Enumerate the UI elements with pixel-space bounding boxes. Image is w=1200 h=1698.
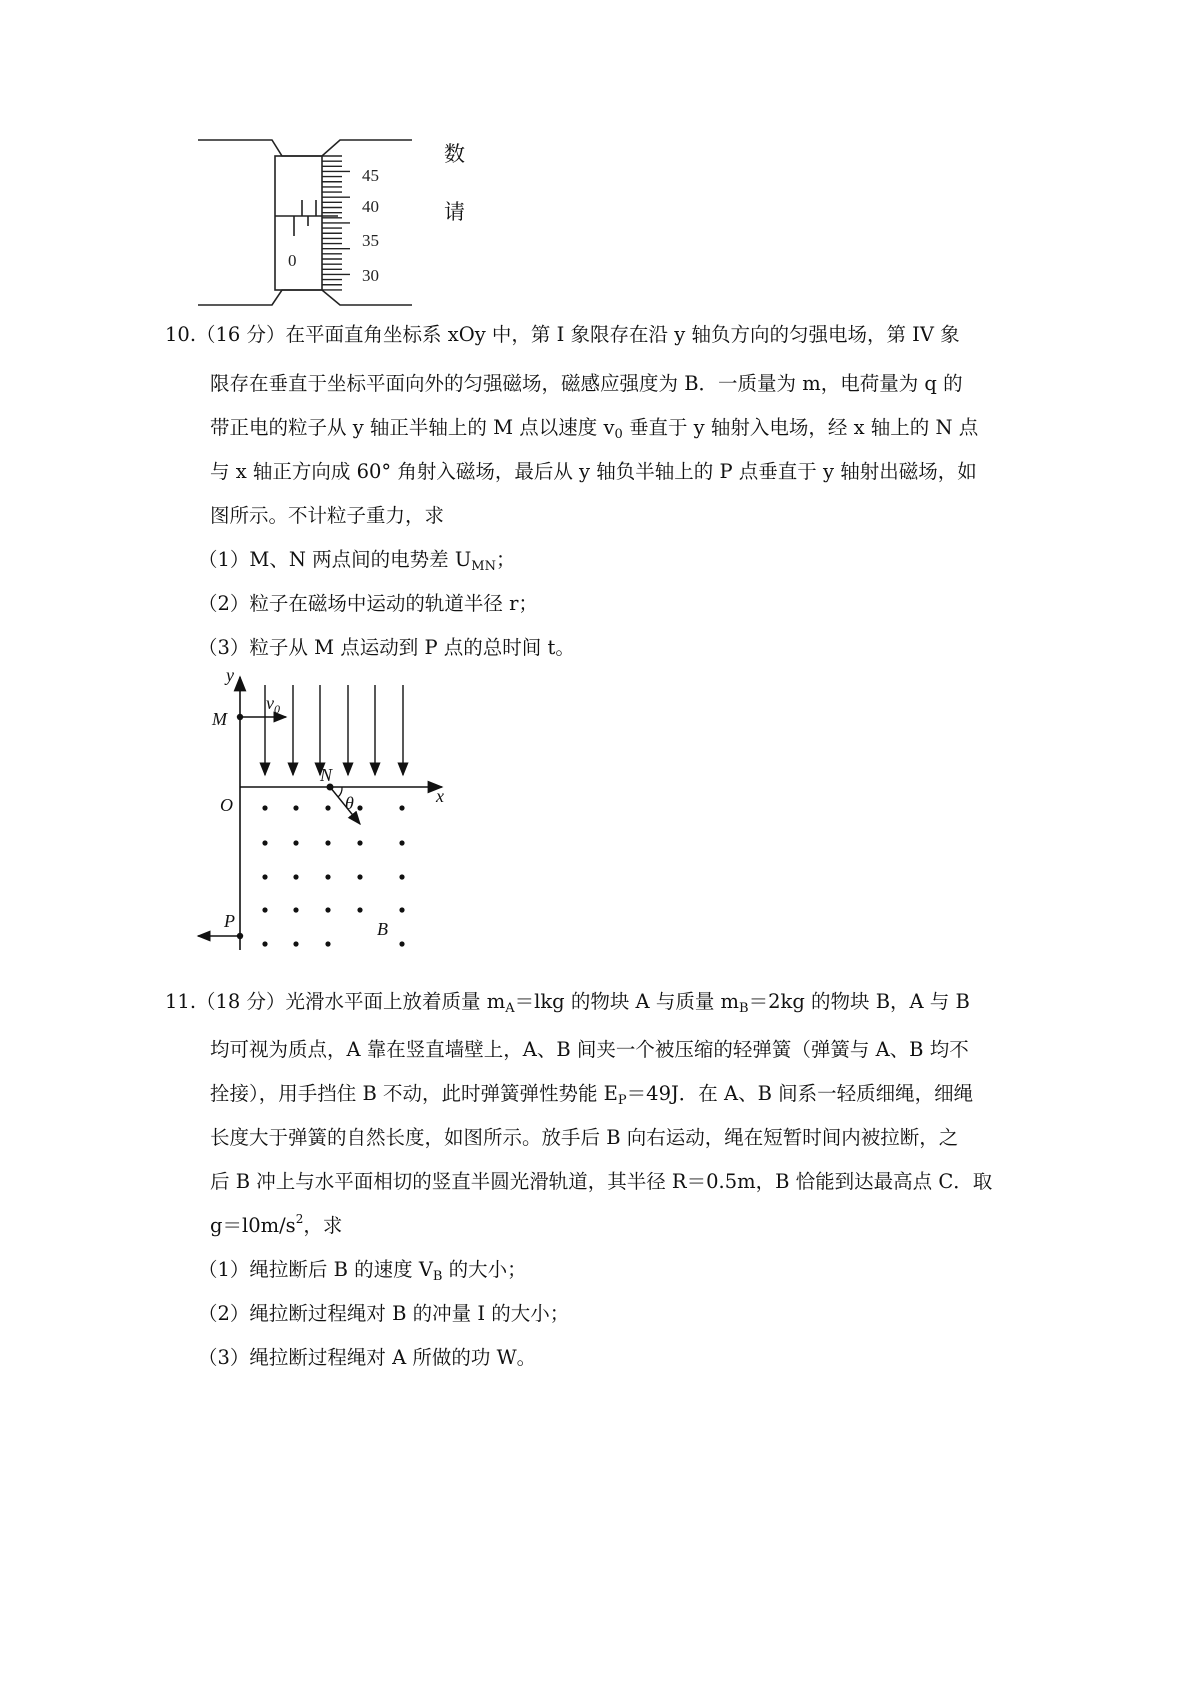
q11-first-line: 11.（18 分）光滑水平面上放着质量 $m_A=lkg$ 的物块 A 与质量 $m_B=2kg$ 的物块 B，A 与 B	[165, 990, 970, 1016]
q11-line-6: $g=l0m/s^2$，求	[210, 1212, 343, 1237]
label-b: B	[377, 919, 388, 939]
q10-number: 10.	[165, 323, 197, 346]
theta-arc	[338, 787, 342, 797]
field-dot	[399, 805, 404, 810]
q11-sub1: （1）绳拉断后 B 的速度 $V_B$ 的大小；	[198, 1258, 527, 1284]
field-dot	[293, 907, 298, 912]
label-y: y	[226, 665, 234, 685]
label-x: x	[436, 786, 444, 806]
field-dot	[399, 874, 404, 879]
q11-points: （18 分）	[196, 990, 286, 1013]
q11-sub2: （2）绳拉断过程绳对 B 的冲量 I 的大小；	[198, 1302, 570, 1325]
q11-line-3: 拴接），用手挡住 B 不动，此时弹簧弹性势能 $E_P=49J$．在 A、B 间系一轻质细绳，细绳	[210, 1082, 974, 1108]
field-dot	[357, 840, 362, 845]
field-dot	[399, 907, 404, 912]
field-dot	[399, 840, 404, 845]
field-dot	[357, 907, 362, 912]
q11-line-4: 长度大于弹簧的自然长度，如图所示。放手后 B 向右运动，绳在短暂时间内被拉断，之	[210, 1126, 959, 1149]
q11-sub3: （3）绳拉断过程绳对 A 所做的功 W。	[198, 1346, 537, 1369]
q10-points: （16 分）	[196, 323, 286, 346]
side-char-1: 数	[444, 142, 465, 166]
field-dot	[262, 840, 267, 845]
micrometer-zero-label: 0	[288, 251, 297, 270]
q10-line-3: 带正电的粒子从 y 轴正半轴上的 M 点以速度 $v_0$ 垂直于 y 轴射入电场，经 x 轴上的 N 点	[210, 416, 979, 442]
field-dot	[293, 941, 298, 946]
field-dot	[357, 805, 362, 810]
field-dot	[293, 840, 298, 845]
field-dot	[357, 874, 362, 879]
label-theta: θ	[345, 793, 354, 813]
q10-line-2: 限存在垂直于坐标平面向外的匀强磁场，磁感应强度为 B．一质量为 m，电荷量为 q 的	[210, 372, 963, 395]
q11-line-5: 后 B 冲上与水平面相切的竖直半圆光滑轨道，其半径 R＝0.5m，B 恰能到达最高点 C．取	[210, 1170, 993, 1193]
field-dot	[293, 805, 298, 810]
label-v0: $v_0$	[266, 693, 280, 716]
q10-sub3: （3）粒子从 M 点运动到 P 点的总时间 t。	[198, 636, 575, 659]
q10-first-line	[165, 323, 960, 347]
q10-sub2: （2）粒子在磁场中运动的轨道半径 r；	[198, 592, 538, 615]
field-dot	[293, 874, 298, 879]
field-dot	[262, 805, 267, 810]
field-dot	[325, 805, 330, 810]
q10-line-4: 与 x 轴正方向成 60° 角射入磁场，最后从 y 轴负半轴上的 P 点垂直于 y 轴射出磁场，如	[210, 460, 977, 483]
scale-label-40: 40	[362, 197, 379, 216]
q10-sub1: （1）M、N 两点间的电势差 $U_{MN}$；	[198, 548, 516, 574]
label-n: N	[320, 765, 333, 785]
label-m: M	[212, 709, 227, 729]
side-char-2: 请	[444, 200, 465, 224]
field-dot	[262, 941, 267, 946]
scale-label-45: 45	[362, 166, 379, 185]
label-p: P	[224, 911, 235, 931]
field-dot	[325, 941, 330, 946]
scale-label-30: 30	[362, 266, 379, 285]
field-dot	[262, 874, 267, 879]
field-dot	[399, 941, 404, 946]
q10-line-1: 在平面直角坐标系 xOy 中，第 I 象限存在沿 y 轴负方向的匀强电场，第 IV 象	[285, 323, 960, 346]
label-o: O	[220, 795, 233, 815]
field-diagram	[190, 665, 460, 970]
q10-line-5: 图所示。不计粒子重力，求	[210, 504, 445, 527]
field-dot	[262, 907, 267, 912]
field-dot	[325, 874, 330, 879]
field-dot	[325, 840, 330, 845]
q11-number: 11.	[165, 990, 197, 1013]
field-dot	[325, 907, 330, 912]
scale-label-35: 35	[362, 231, 379, 250]
q11-line-2: 均可视为质点，A 靠在竖直墙壁上，A、B 间夹一个被压缩的轻弹簧（弹簧与 A、B 均不	[210, 1038, 969, 1061]
